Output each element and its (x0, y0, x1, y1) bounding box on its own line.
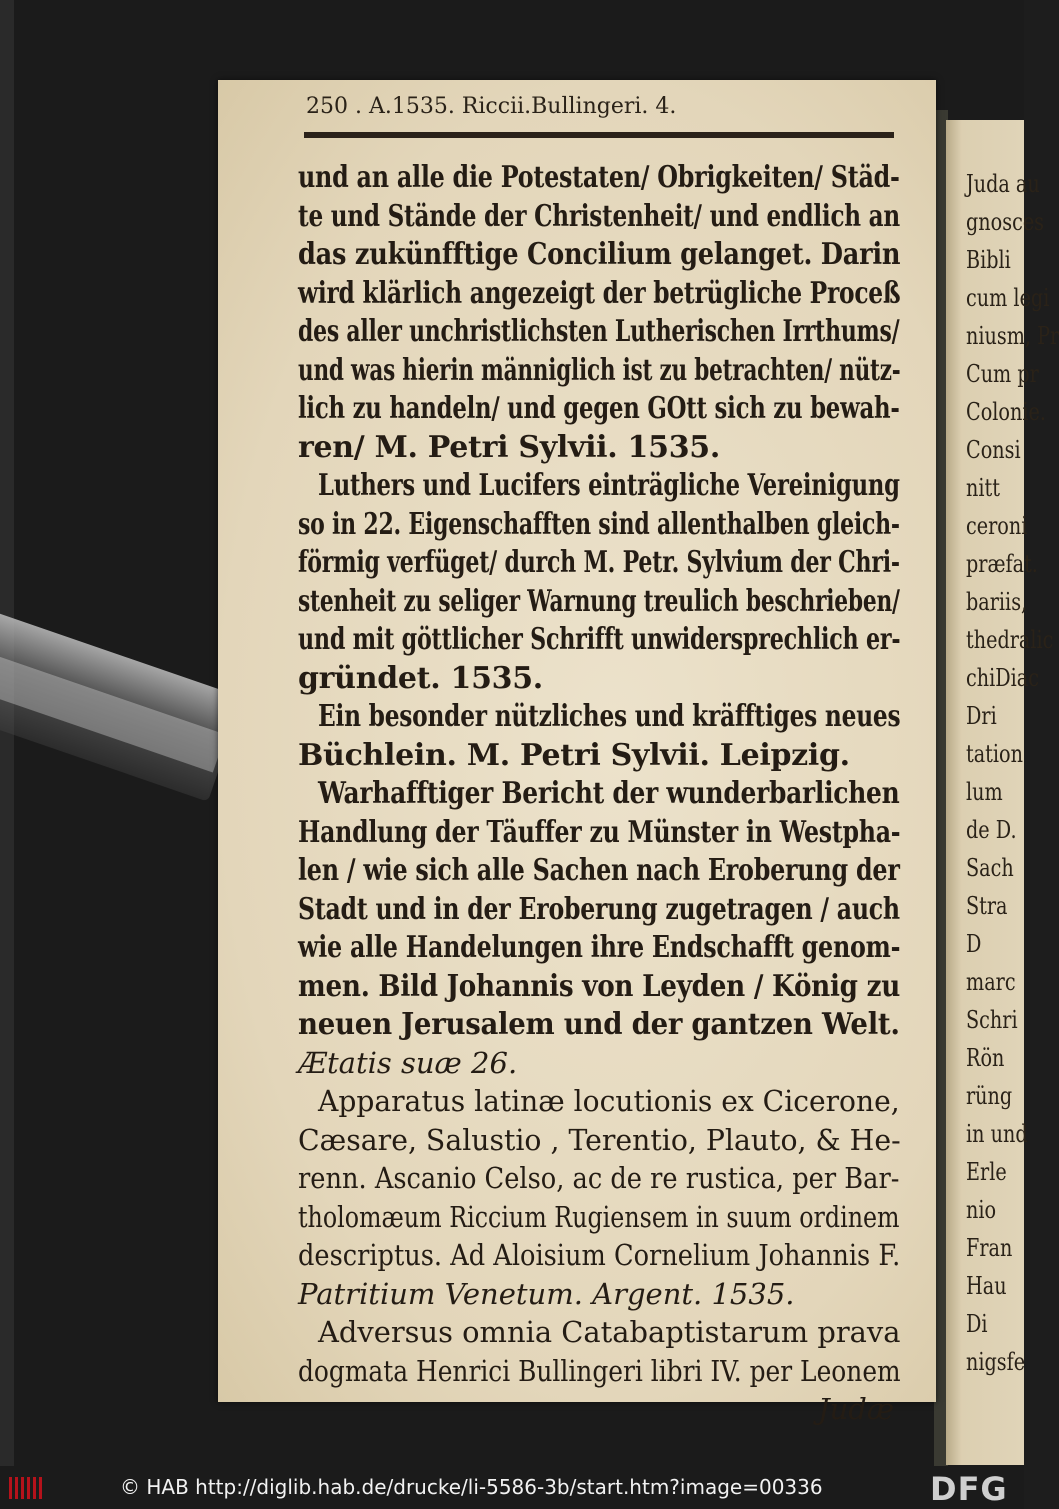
facing-page-text: Hau (966, 1272, 1007, 1300)
hab-logo-icon (8, 1474, 46, 1502)
text-line: neuen Jerusalem und der gantzen Welt. (298, 1007, 900, 1042)
facing-page-text: Stra (966, 892, 1008, 920)
text-line: te und Stände der Christenheit/ und endlich an (298, 198, 900, 234)
text-line: stenheit zu seliger Warnung treulich beschrieben/ (298, 583, 900, 619)
footer-bar (0, 1466, 1024, 1509)
text-line: Warhafftiger Bericht der wunderbarlichen (318, 776, 900, 811)
text-line: Büchlein. M. Petri Sylvii. Leipzig. (298, 737, 850, 773)
text-line: Judæ (818, 1392, 895, 1426)
facing-page-text: Di (966, 1310, 988, 1338)
facing-page-text: Dri (966, 702, 997, 730)
facing-page-text: tation (966, 740, 1023, 768)
text-line: Ein besonder nützliches und kräfftiges neues (318, 699, 901, 734)
text-line: Ætatis suæ 26. (298, 1045, 518, 1080)
facing-page-text: niusm, Pr (966, 322, 1059, 350)
facing-page-text: Consi (966, 436, 1021, 464)
text-line: Stadt und in der Eroberung zugetragen / auch (298, 891, 900, 927)
header-rule (304, 132, 894, 138)
text-line: Luthers und Lucifers einträgliche Vereinigung (318, 468, 900, 503)
text-line: len / wie sich alle Sachen nach Eroberung der (298, 853, 900, 888)
text-line: lich zu handeln/ und gegen GOtt sich zu bewah- (298, 391, 900, 426)
facing-page-text: marc (966, 968, 1016, 996)
running-head: 250 . A.1535. Riccii.Bullingeri. 4. (306, 94, 677, 119)
facing-page-text: gnosces (966, 208, 1045, 236)
facing-page-text: nio (966, 1196, 997, 1224)
text-line: descriptus. Ad Aloisium Cornelium Johannis F. (298, 1238, 901, 1272)
facing-page-text: Sach (966, 854, 1014, 882)
facing-page-text: Fran (966, 1234, 1013, 1262)
facing-page-text: Schri (966, 1006, 1018, 1034)
text-line: gründet. 1535. (298, 660, 543, 696)
text-line: und an alle die Potestaten/ Obrigkeiten/ Städ- (298, 160, 900, 195)
text-line: tholomæum Riccium Rugiensem in suum ordinem (298, 1199, 900, 1234)
book-page (218, 80, 936, 1426)
facing-page-text: nitt (966, 474, 1000, 502)
dfg-logo: DFG (930, 1470, 1008, 1508)
text-line: Patritium Venetum. Argent. 1535. (298, 1276, 795, 1311)
text-line: und mit göttlicher Schrifft unwidersprechlich er- (298, 622, 901, 657)
text-line: wie alle Handelungen ihre Endschafft genom- (298, 930, 901, 965)
facing-page-edge (946, 120, 1059, 1465)
facing-page-text: bariis, (966, 588, 1028, 616)
text-line: ren/ M. Petri Sylvii. 1535. (298, 429, 720, 465)
facing-page-text: de D. (966, 816, 1017, 844)
text-line: Adversus omnia Catabaptistarum prava (318, 1315, 901, 1349)
text-line: und was hierin männiglich ist zu betrachten/ nütz- (298, 352, 901, 388)
facing-page-text: Cum pr (966, 360, 1039, 388)
facing-page-text: cum legi (966, 284, 1050, 312)
text-line: das zukünfftige Concilium gelanget. Darin (298, 237, 901, 272)
text-line: men. Bild Johannis von Leyden / König zu (298, 968, 901, 1004)
facing-page-text: chiDiac (966, 664, 1039, 692)
facing-page-text: Erle (966, 1158, 1007, 1186)
facing-page-text: Colonie. (966, 398, 1046, 426)
facing-page-text: in und (966, 1120, 1028, 1148)
facing-page-text: Rön (966, 1044, 1005, 1072)
facing-page-text: lum (966, 778, 1003, 806)
facing-page-text: præfat. (966, 550, 1038, 578)
text-line: wird klärlich angezeigt der betrügliche Proceß (298, 275, 901, 311)
text-line: förmig verfüget/ durch M. Petr. Sylvium der Chri- (298, 545, 900, 580)
text-line: Handlung der Täuffer zu Münster in Westpha- (298, 814, 901, 850)
text-line: renn. Ascanio Celso, ac de re rustica, per Bar- (298, 1161, 900, 1195)
facing-page-text: thedralic (966, 626, 1054, 654)
footer-attribution: © HAB http://diglib.hab.de/drucke/li-5586-3b/start.htm?image=00336 (120, 1475, 823, 1499)
facing-page-text: ceroni (966, 512, 1028, 540)
facing-page-text: Bibli (966, 246, 1011, 274)
facing-page-text: D (966, 930, 982, 958)
text-line: des aller unchristlichsten Lutherischen Irrthums/ (298, 314, 900, 349)
text-line: Cæsare, Salustio , Terentio, Plauto, & He- (298, 1122, 901, 1157)
facing-page-text: Juda au (966, 170, 1040, 198)
text-line: Apparatus latinæ locutionis ex Cicerone, (318, 1084, 900, 1118)
text-line: dogmata Henrici Bullingeri libri IV. per Leonem (298, 1353, 901, 1388)
facing-page-text: nigsfe (966, 1348, 1026, 1376)
facing-page-text: rüng (966, 1082, 1013, 1110)
text-line: so in 22. Eigenschafften sind allenthalben gleich- (298, 506, 900, 542)
